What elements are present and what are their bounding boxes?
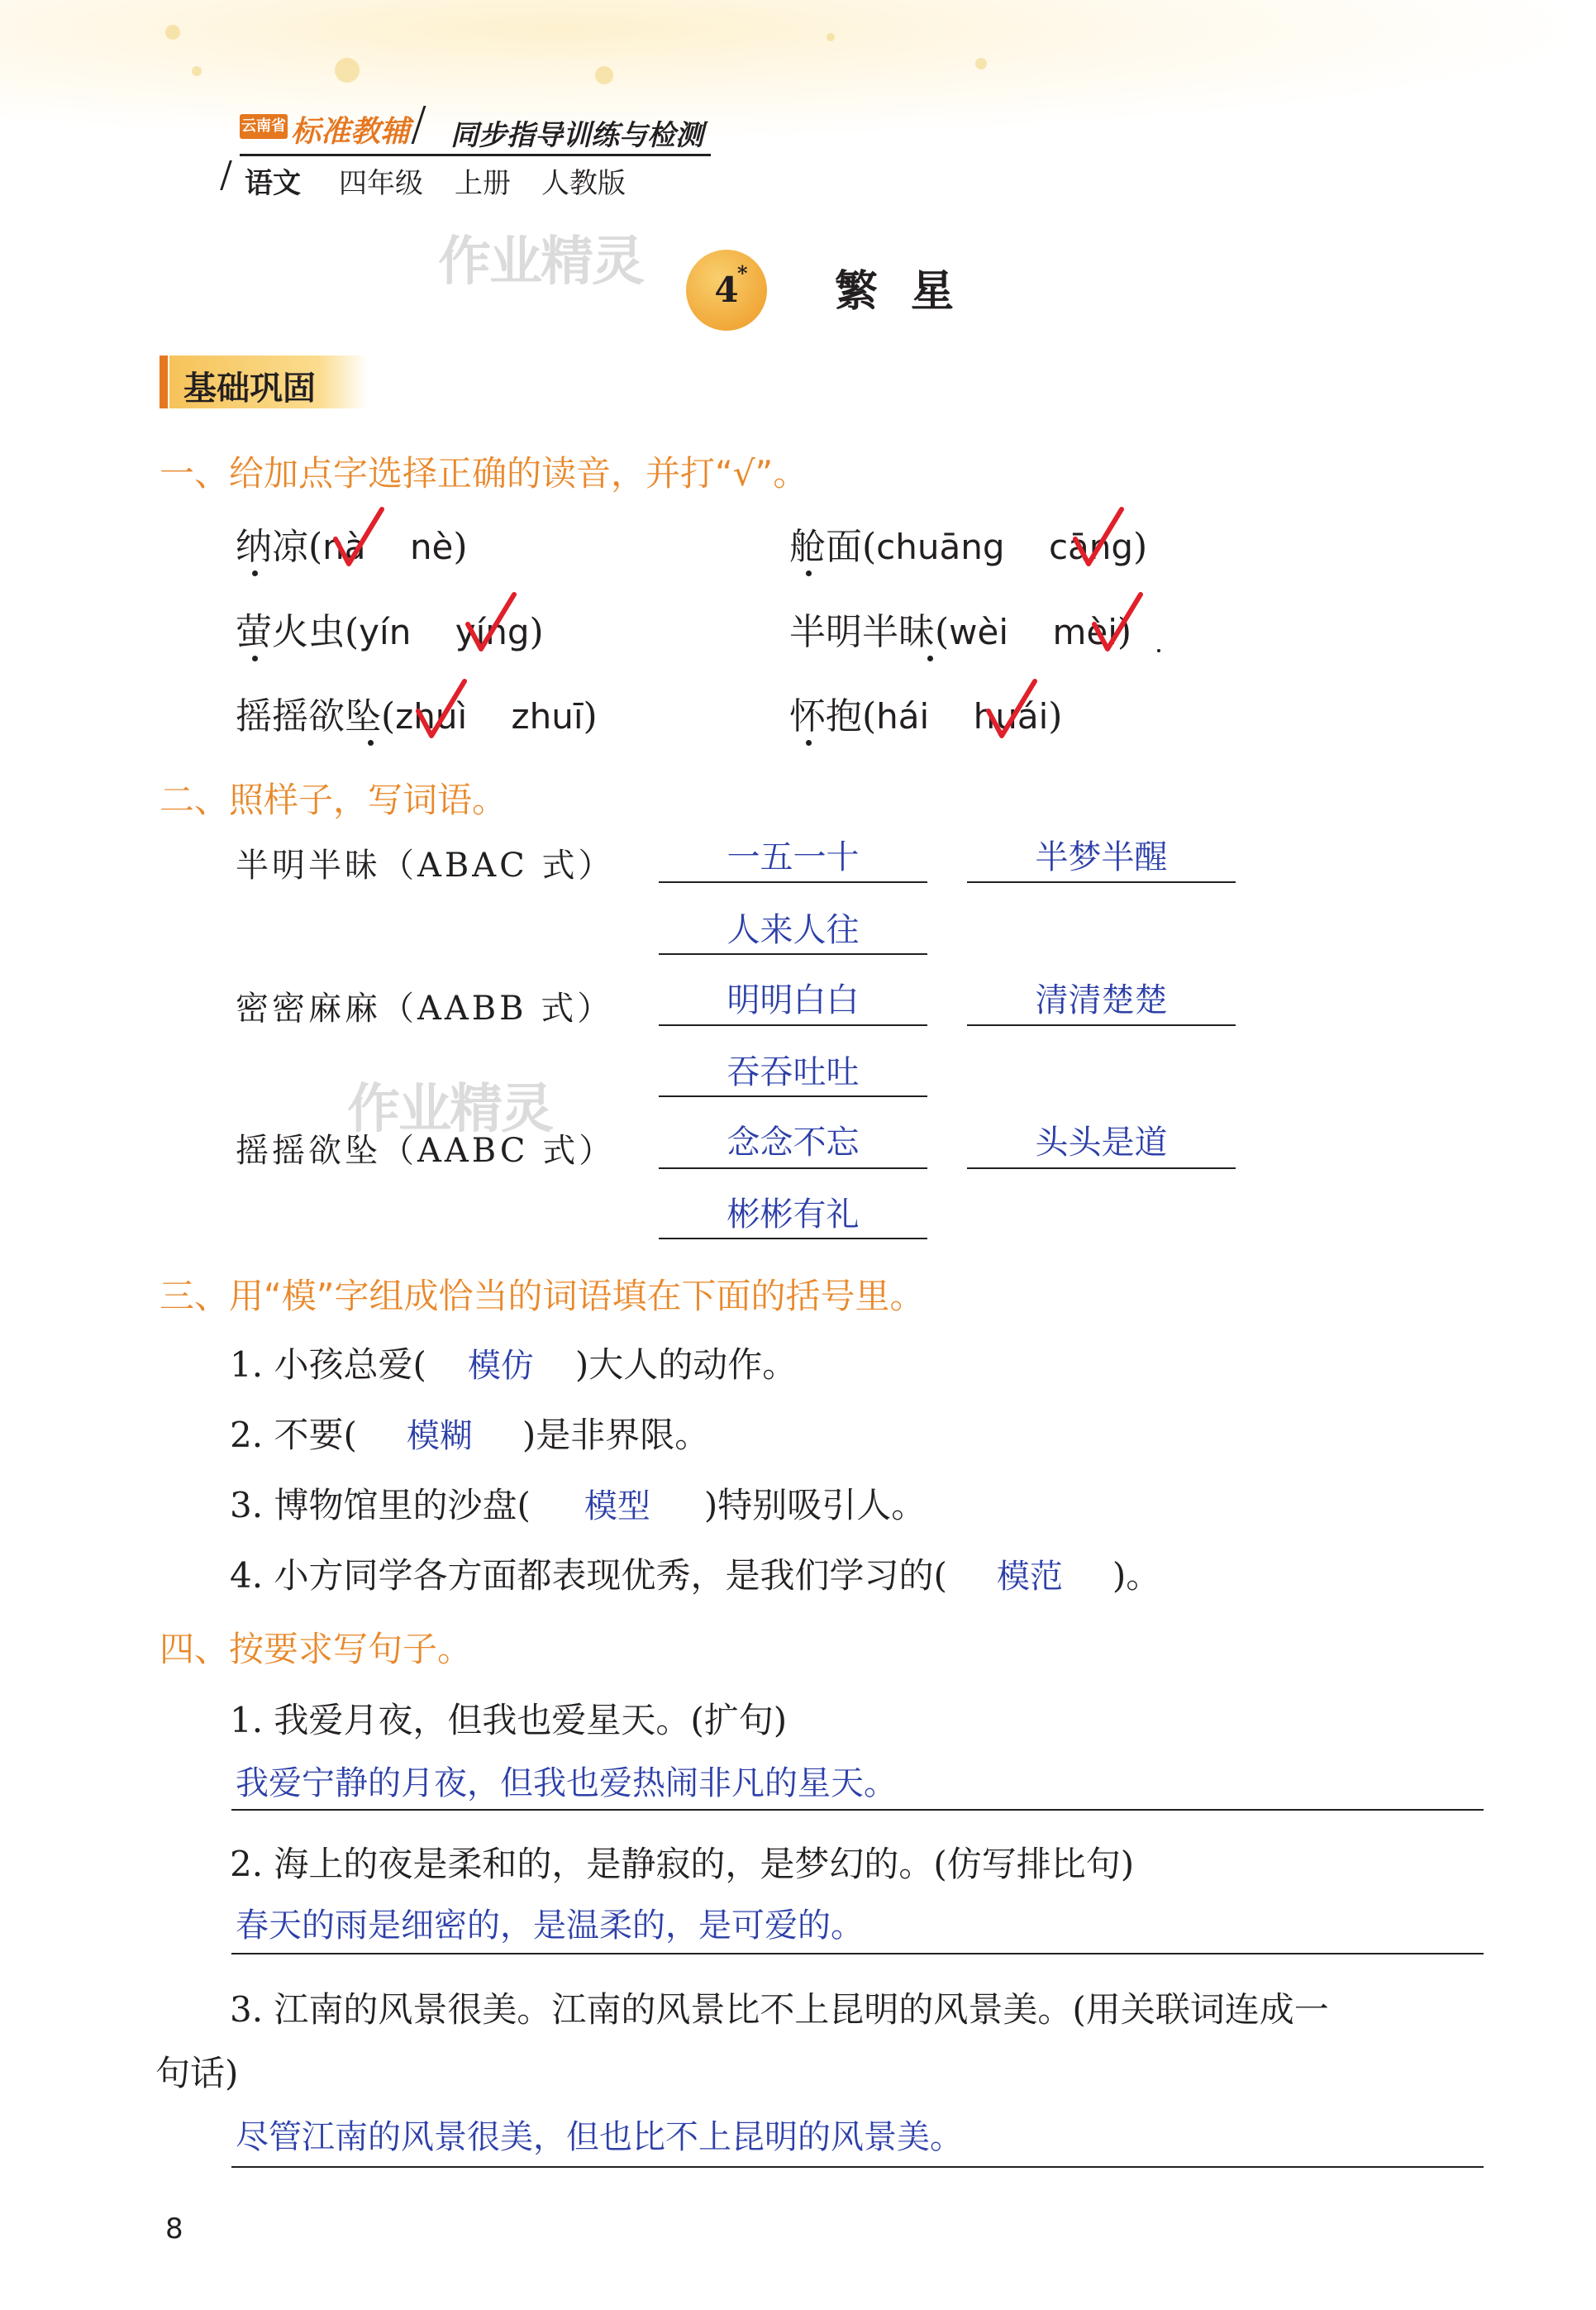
pinyin-option: cāng [1048,527,1134,567]
page-number: 8 [165,2212,183,2246]
sparkle-decoration [827,33,835,41]
lesson-title: 繁星 [835,266,988,317]
fill-text: )是非界限。 [522,1415,710,1455]
section-title: 基础巩固 [183,370,316,408]
check-mark-icon [331,504,388,570]
answer-line [659,1238,927,1239]
edition-label: 人教版 [541,167,626,200]
answer-line [231,1809,1484,1811]
fill-text: )大人的动作。 [574,1344,798,1385]
fill-item [230,1478,926,1528]
emphasis-dot [806,570,812,576]
answer-word: 彬彬有礼 [727,1196,860,1234]
paren-close: ) [453,526,468,568]
answer-word: 头头是道 [1035,1124,1168,1162]
pinyin-option: zhuī [511,696,584,737]
question-3-heading: 三、用“模”字组成恰当的词语填在下面的括号里。 [160,1276,925,1316]
pinyin-word: 怀抱( [789,695,877,737]
emphasis-dot [927,656,933,661]
question-2-heading: 二、照样子，写词语。 [160,780,507,820]
paren-close: ) [529,611,544,653]
answer-line [231,1953,1484,1954]
answer-line [967,1024,1236,1026]
answer-line [967,1167,1236,1169]
grade-label: 四年级 [339,167,423,200]
watermark: 作业精灵 [347,1079,552,1140]
answer-word: 吞吞吐吐 [727,1053,860,1091]
question-1-heading: 一、给加点字选择正确的读音，并打“√”。 [160,453,808,494]
check-mark-icon [984,676,1041,742]
item-number: 2. [230,1415,264,1455]
fill-answer: 模仿 [467,1347,534,1385]
header-divider [220,160,232,190]
emphasis-dot [806,740,812,746]
sparkle-decoration [975,58,987,69]
pinyin-word: 摇摇欲坠( [236,695,396,737]
answer-line [659,953,927,955]
answer-word: 明明白白 [727,981,860,1019]
check-mark-icon [413,676,471,742]
question-4-heading: 四、按要求写句子。 [160,1629,473,1669]
pinyin-word: 纳凉( [236,526,323,568]
pinyin-option: yíng [455,612,530,652]
sentence-prompt-continued: 句话) [155,2053,239,2093]
emphasis-dot [368,740,374,746]
fill-item [230,1549,1160,1598]
pinyin-option: zhuì [395,696,468,737]
item-number: 3. [230,1485,264,1525]
fill-text: 小方同学各方面都表现优秀，是我们学习的( [274,1555,947,1596]
pinyin-word: 萤火虫( [236,611,360,653]
pinyin-option: wèi [949,612,1009,652]
paren-close: ) [1133,526,1148,568]
paren-close: ) [1117,611,1132,653]
pinyin-option: nà [322,527,366,567]
pinyin-option: mèi [1052,612,1117,652]
check-mark-icon [463,589,521,656]
brand-name: 标准教辅 [291,114,411,149]
fill-answer: 模型 [584,1487,650,1525]
header-rule [240,154,711,156]
brand-badge: 云南省 [240,114,288,139]
pattern-label: 密密麻麻（AABB 式） [236,990,614,1028]
term-label: 上册 [455,167,511,200]
answer-line [967,881,1236,883]
fill-answer: 模糊 [406,1417,473,1455]
sentence-prompt: 2. 海上的夜是柔和的，是静寂的，是梦幻的。(仿写排比句) [230,1844,1135,1884]
section-marker [160,356,168,408]
fill-text: )特别吸引人。 [703,1485,927,1525]
fill-text: 不要( [274,1415,357,1455]
fill-answer: 模范 [996,1558,1063,1596]
sparkle-decoration [335,58,360,83]
paren-close: ) [1048,695,1063,737]
pen-dot [1157,649,1160,652]
sentence-answer: 春天的雨是细密的，是温柔的，是可爱的。 [236,1907,864,1945]
answer-word: 清清楚楚 [1035,981,1168,1019]
answer-line [659,1095,927,1097]
fill-item [230,1408,709,1458]
fill-item [230,1338,797,1387]
check-mark-icon [1089,589,1147,656]
pinyin-option: nè [409,527,454,567]
sparkle-decoration [595,66,613,84]
paren-close: ) [583,695,598,737]
pinyin-item [789,602,1131,655]
lesson-number-badge [686,250,767,331]
item-number: 1. [230,1344,264,1385]
sentence-prompt: 1. 我爱月夜，但我也爱星天。(扩句) [230,1700,788,1740]
lesson-number: 4 [714,270,739,310]
answer-word: 半梦半醒 [1035,838,1168,876]
pinyin-option: hái [876,696,930,737]
emphasis-dot [252,570,258,576]
pinyin-word: 舱面( [789,526,877,568]
watermark: 作业精灵 [438,231,643,293]
answer-line [659,1024,927,1026]
subject-label: 语文 [245,167,301,200]
answer-word: 念念不忘 [727,1124,860,1162]
pattern-label: 摇摇欲坠（AABC 式） [236,1132,616,1170]
sparkle-decoration [165,25,180,40]
lesson-star: * [737,261,748,285]
series-title: 同步指导训练与检测 [450,119,703,152]
pinyin-option: yín [359,612,412,652]
answer-line [231,2166,1484,2168]
answer-line [659,881,927,883]
check-mark-icon [1070,504,1128,570]
pinyin-option: huái [973,696,1049,737]
pattern-label: 半明半昧（ABAC 式） [236,847,615,885]
fill-text: 博物馆里的沙盘( [274,1485,531,1525]
item-number: 4. [230,1555,264,1596]
fill-text: 小孩总爱( [274,1344,426,1385]
answer-word: 一五一十 [727,838,860,876]
answer-line [659,1167,927,1169]
sparkle-decoration [192,66,202,76]
pinyin-option: chuāng [876,527,1005,567]
answer-word: 人来人往 [727,911,860,949]
sentence-answer: 尽管江南的风景很美，但也比不上昆明的风景美。 [236,2118,963,2156]
sentence-answer: 我爱宁静的月夜，但我也爱热闹非凡的星天。 [236,1764,897,1802]
emphasis-dot [252,656,258,661]
sentence-prompt: 3. 江南的风景很美。江南的风景比不上昆明的风景美。(用关联词连成一 [230,1989,1329,2030]
pinyin-word: 半明半昧( [789,611,950,653]
fill-text: )。 [1112,1555,1161,1596]
